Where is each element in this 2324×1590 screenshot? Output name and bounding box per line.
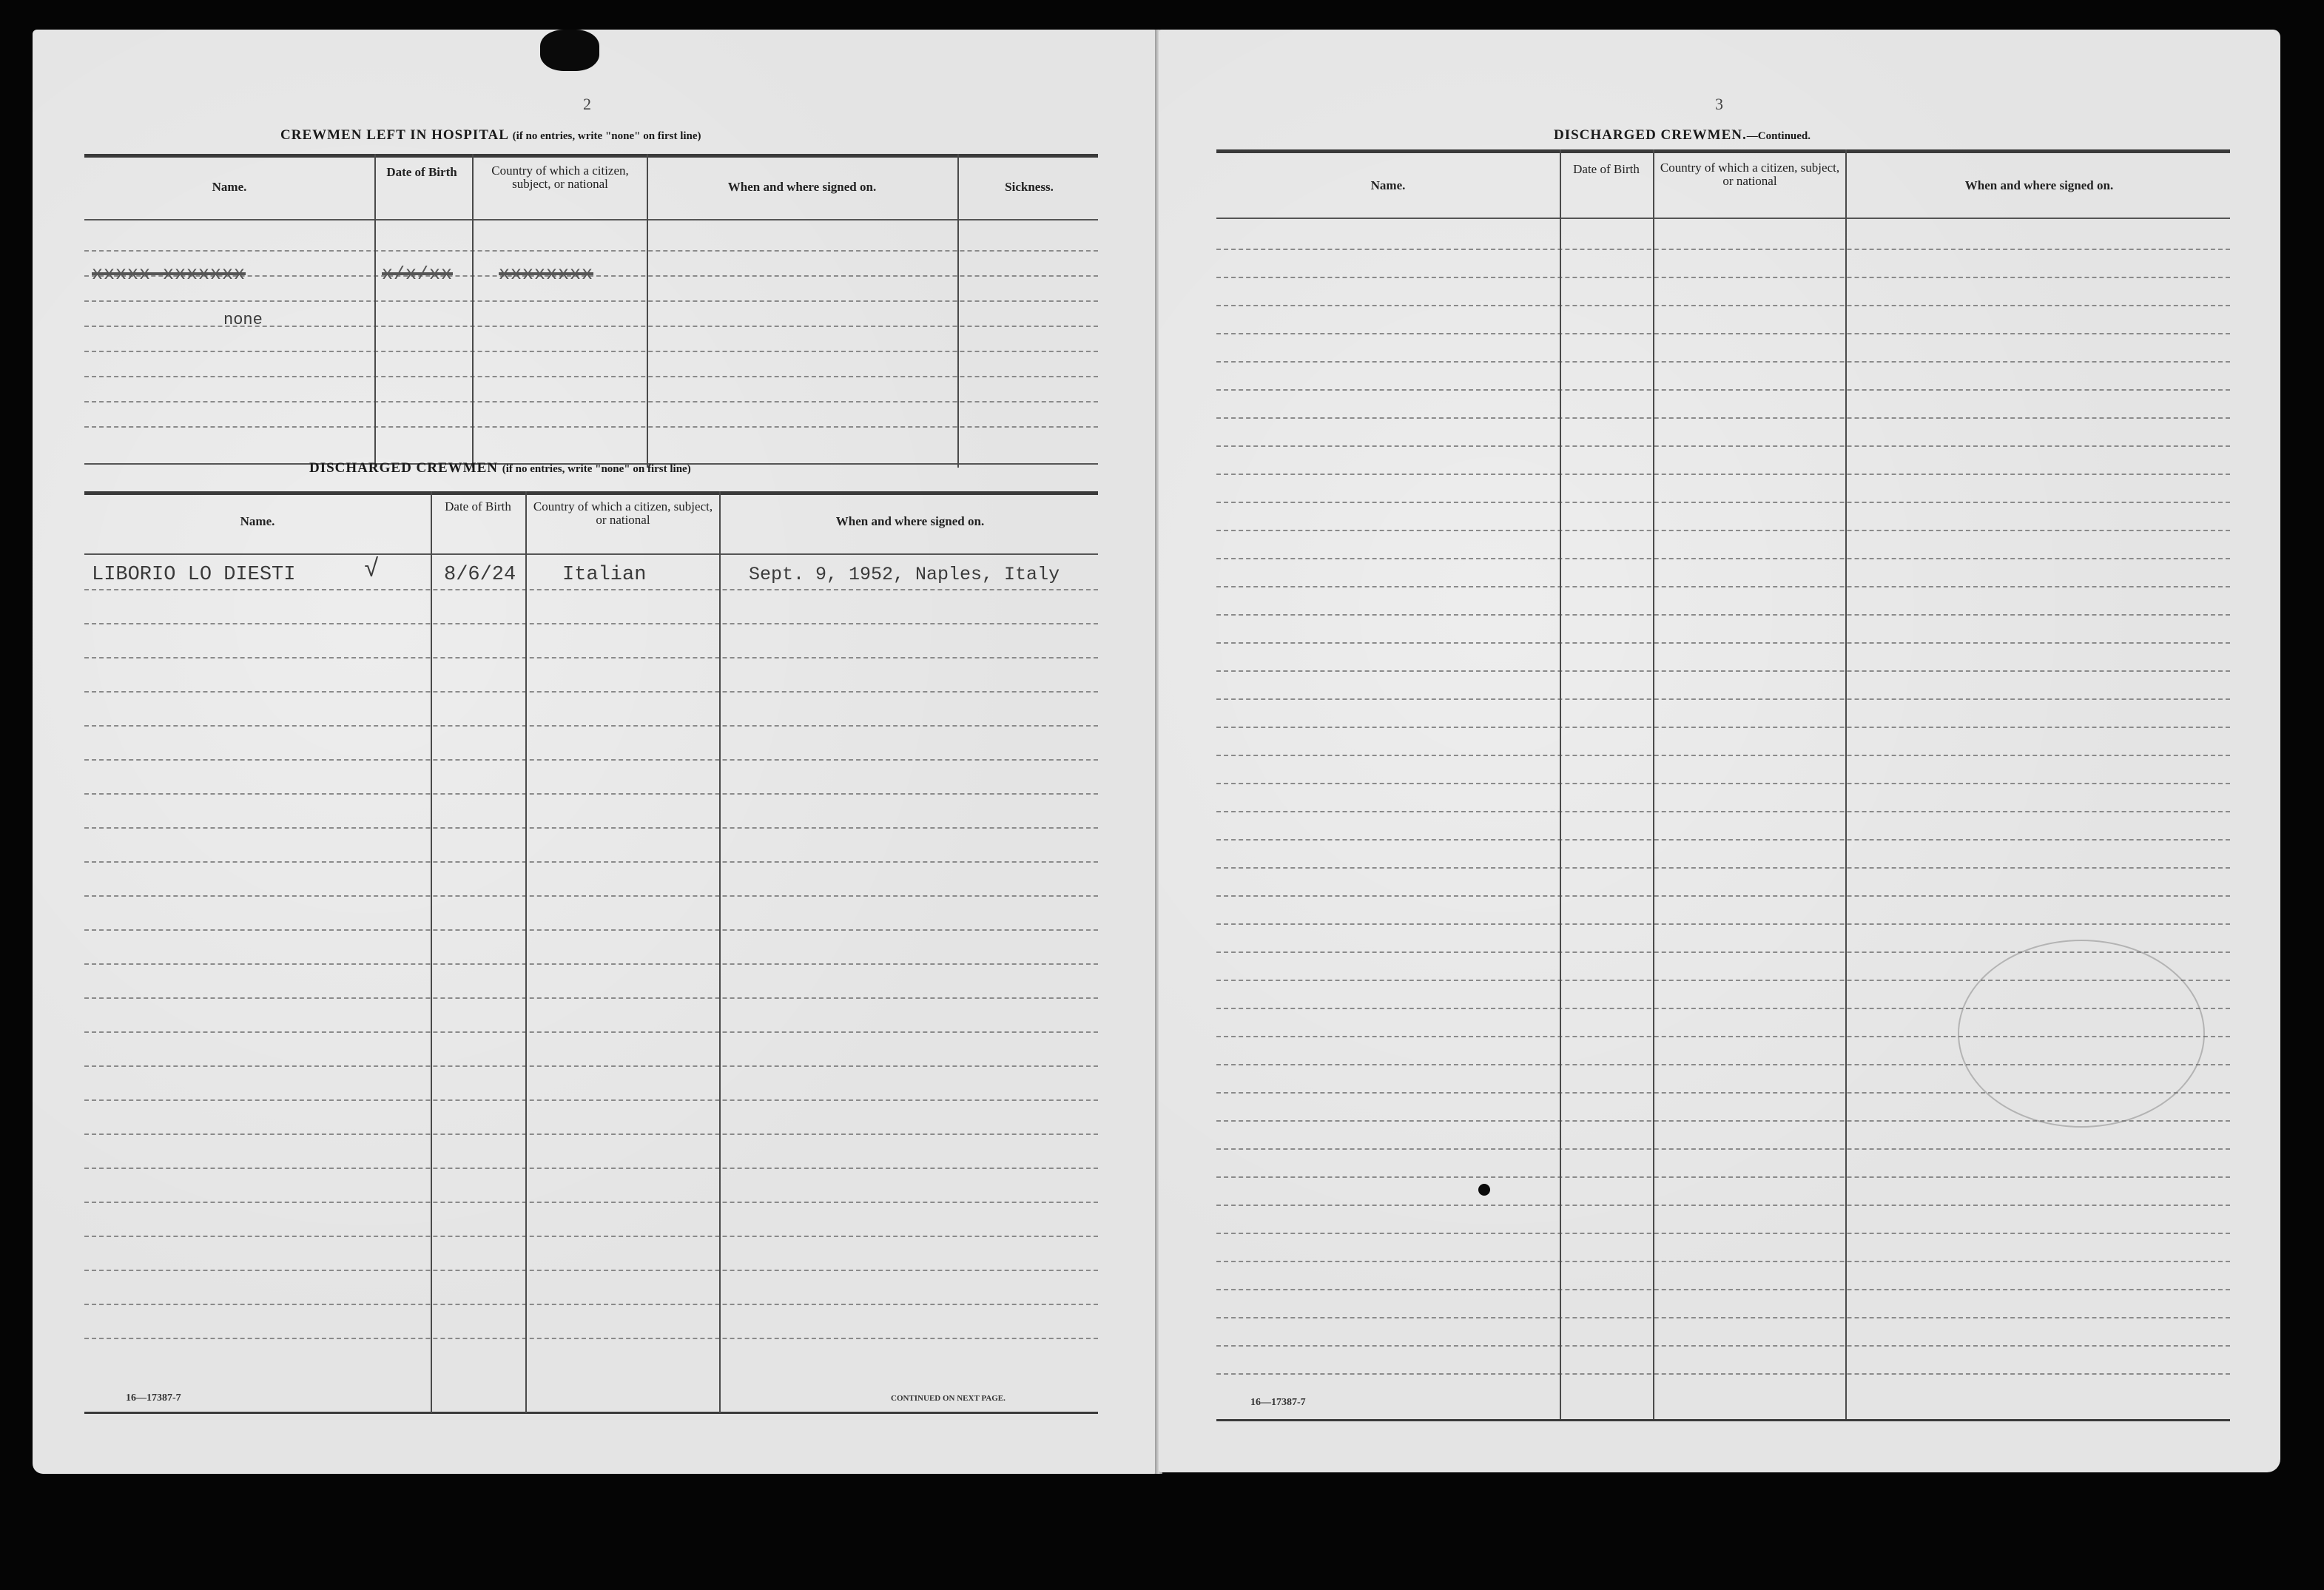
hospital-section-title bbox=[280, 127, 701, 144]
hospital-col-country: Country of which a citizen, subject, or national bbox=[491, 164, 629, 191]
right-title-suffix: —Continued. bbox=[1746, 130, 1811, 142]
form-number-left: 16—17387-7 bbox=[126, 1392, 181, 1404]
hospital-title-text: CREWMEN LEFT IN HOSPITAL bbox=[280, 127, 508, 143]
hospital-none-entry: none bbox=[223, 311, 263, 329]
form-number-right: 16—17387-7 bbox=[1250, 1397, 1306, 1408]
discharged-table bbox=[84, 491, 1098, 1416]
struck-country: xxxxxxxx bbox=[499, 263, 594, 285]
struck-dob: x/x/xx bbox=[382, 263, 454, 285]
discharged-col-name: Name. bbox=[240, 514, 275, 528]
crewman-signed-on: Sept. 9, 1952, Naples, Italy bbox=[749, 564, 1060, 585]
right-section-title bbox=[1554, 127, 1811, 144]
hospital-title-note: (if no entries, write "none" on first line) bbox=[512, 130, 701, 142]
discharged-col-signed: When and where signed on. bbox=[835, 514, 985, 528]
right-title-text: DISCHARGED CREWMEN. bbox=[1554, 127, 1747, 143]
discharged-col-dob: Date of Birth bbox=[445, 499, 511, 513]
hospital-table bbox=[84, 154, 1098, 468]
discharged-title-text: DISCHARGED CREWMEN bbox=[309, 460, 498, 476]
discharged-title-note: (if no entries, write "none" on first line) bbox=[502, 463, 691, 475]
hospital-col-name: Name. bbox=[212, 180, 247, 194]
hospital-col-dob: Date of Birth bbox=[386, 165, 457, 179]
left-page bbox=[33, 30, 1157, 1474]
hospital-col-signed: When and where signed on. bbox=[727, 180, 877, 194]
discharged-col-country: Country of which a citizen, subject, or national bbox=[533, 499, 713, 527]
hospital-col-sickness: Sickness. bbox=[1005, 180, 1054, 194]
crewman-name: LIBORIO LO DIESTI bbox=[92, 564, 296, 586]
page-number: 2 bbox=[583, 95, 591, 113]
right-col-country: Country of which a citizen, subject, or national bbox=[1660, 161, 1840, 188]
right-page bbox=[1159, 30, 2280, 1472]
struck-name: xxxxx xxxxxxx bbox=[92, 263, 246, 285]
ink-dot bbox=[1478, 1184, 1490, 1196]
right-col-dob: Date of Birth bbox=[1573, 162, 1640, 176]
right-col-signed: When and where signed on. bbox=[1964, 178, 2114, 192]
crewman-dob: 8/6/24 bbox=[444, 564, 516, 586]
faint-stamp bbox=[1958, 940, 2205, 1128]
crewman-country: Italian bbox=[562, 564, 647, 586]
continued-note: CONTINUED ON NEXT PAGE. bbox=[891, 1394, 1006, 1403]
ink-blot bbox=[540, 30, 599, 71]
discharged-section-title bbox=[309, 460, 691, 476]
right-discharged-table bbox=[1216, 149, 2230, 1425]
crewman-check-mark: √ bbox=[364, 556, 380, 585]
right-col-name: Name. bbox=[1370, 178, 1406, 192]
page-number: 3 bbox=[1715, 95, 1723, 113]
